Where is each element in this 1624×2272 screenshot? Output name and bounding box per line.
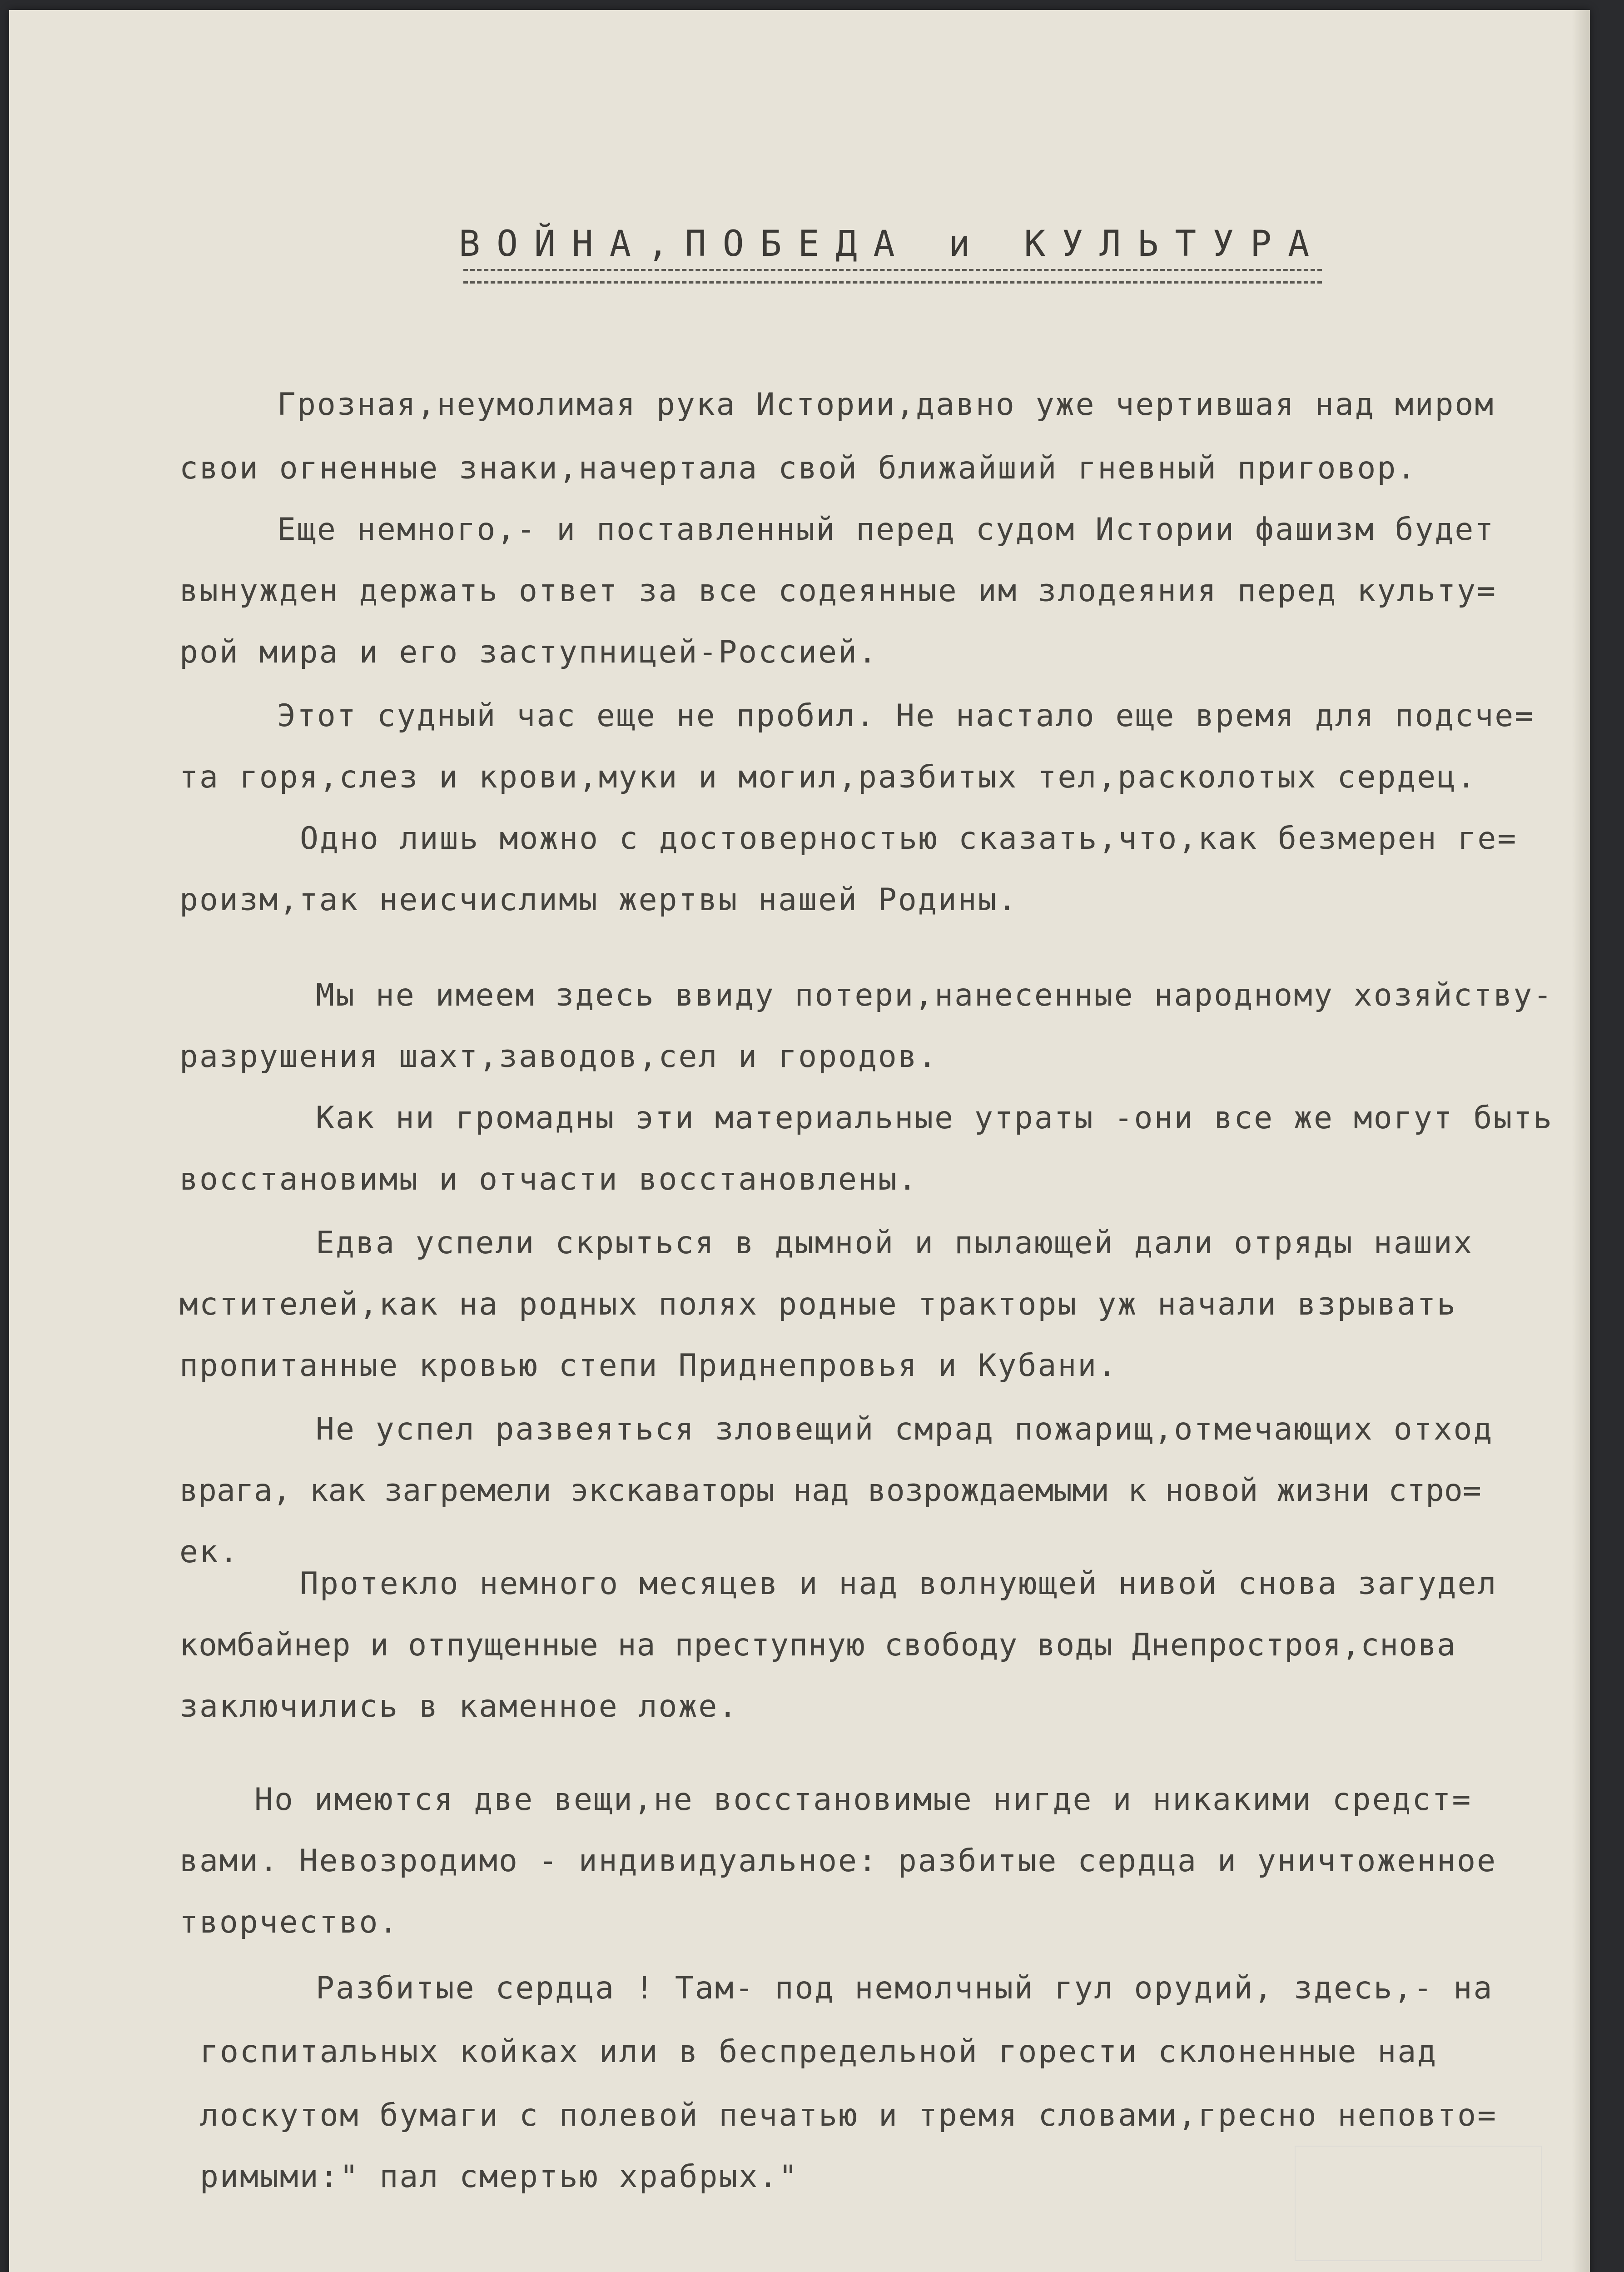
text-line-5: рой мира и его заступницей-Россией. [179, 634, 878, 670]
text-line-20: Протекло немного месяцев и над волнующей нивой снова загудел [300, 1566, 1498, 1602]
page-edge-shadow [1572, 10, 1590, 2272]
document-title: ВОЙНА,ПОБЕДА и КУЛЬТУРА [459, 224, 1326, 264]
typewritten-page [9, 10, 1590, 2272]
text-line-15: мстителей,как на родных полях родные тракторы уж начали взрывать [179, 1286, 1457, 1322]
text-line-11: разрушения шахт,заводов,сел и городов. [179, 1039, 938, 1075]
text-line-18: врага, как загремели экскаваторы над возрождаемыми к новой жизни стро= [179, 1473, 1481, 1509]
faint-stamp-mark [1295, 2146, 1542, 2261]
text-line-23: Но имеются две вещи,не восстановимые нигде и никакими средст= [254, 1782, 1472, 1818]
text-line-12: Как ни громадны эти материальные утраты -они все же могут быть [316, 1100, 1554, 1136]
text-line-4: вынужден держать ответ за все содеянные им злодеяния перед культу= [179, 573, 1497, 609]
text-line-14: Едва успели скрыться в дымной и пылающей дали отряды наших [316, 1225, 1474, 1261]
text-line-13: восстановимы и отчасти восстановлены. [179, 1161, 918, 1197]
text-line-28: лоскутом бумаги с полевой печатью и тремя словами,гресно неповто= [200, 2098, 1498, 2133]
text-line-29: римыми:" пал смертью храбрых." [200, 2159, 799, 2195]
text-line-22: заключились в каменное ложе. [179, 1689, 739, 1724]
title-underline [463, 269, 1322, 284]
text-line-10: Мы не имеем здесь ввиду потери,нанесенные народному хозяйству- [316, 977, 1554, 1013]
text-line-16: пропитанные кровью степи Приднепровья и Кубани. [179, 1348, 1118, 1384]
text-line-9: роизм,так неисчислимы жертвы нашей Родины. [179, 882, 1018, 918]
text-line-25: творчество. [179, 1904, 399, 1940]
text-line-6: Этот судный час еще не пробил. Не настало еще время для подсче= [277, 698, 1535, 734]
text-line-7: та горя,слез и крови,муки и могил,разбитых тел,расколотых сердец. [179, 759, 1477, 795]
text-line-19: ек. [179, 1534, 239, 1570]
text-line-2: свои огненные знаки,начертала свой ближайший гневный приговор. [179, 450, 1417, 486]
text-line-17: Не успел развеяться зловещий смрад пожарищ,отмечающих отход [316, 1411, 1494, 1447]
text-line-8: Одно лишь можно с достоверностью сказать,что,как безмерен ге= [300, 821, 1518, 857]
text-line-26: Разбитые сердца ! Там- под немолчный гул орудий, здесь,- на [316, 1970, 1494, 2006]
text-line-3: Еще немного,- и поставленный перед судом Истории фашизм будет [277, 512, 1495, 548]
text-line-27: госпитальных койках или в беспредельной горести склоненные над [200, 2034, 1438, 2070]
text-line-24: вами. Невозродимо - индивидуальное: разбитые сердца и уничтоженное [179, 1843, 1497, 1879]
text-line-21: комбайнер и отпущенные на преступную свободу воды Днепростроя,снова [179, 1627, 1456, 1663]
text-line-1: Грозная,неумолимая рука Истории,давно уже чертившая над миром [277, 387, 1495, 423]
